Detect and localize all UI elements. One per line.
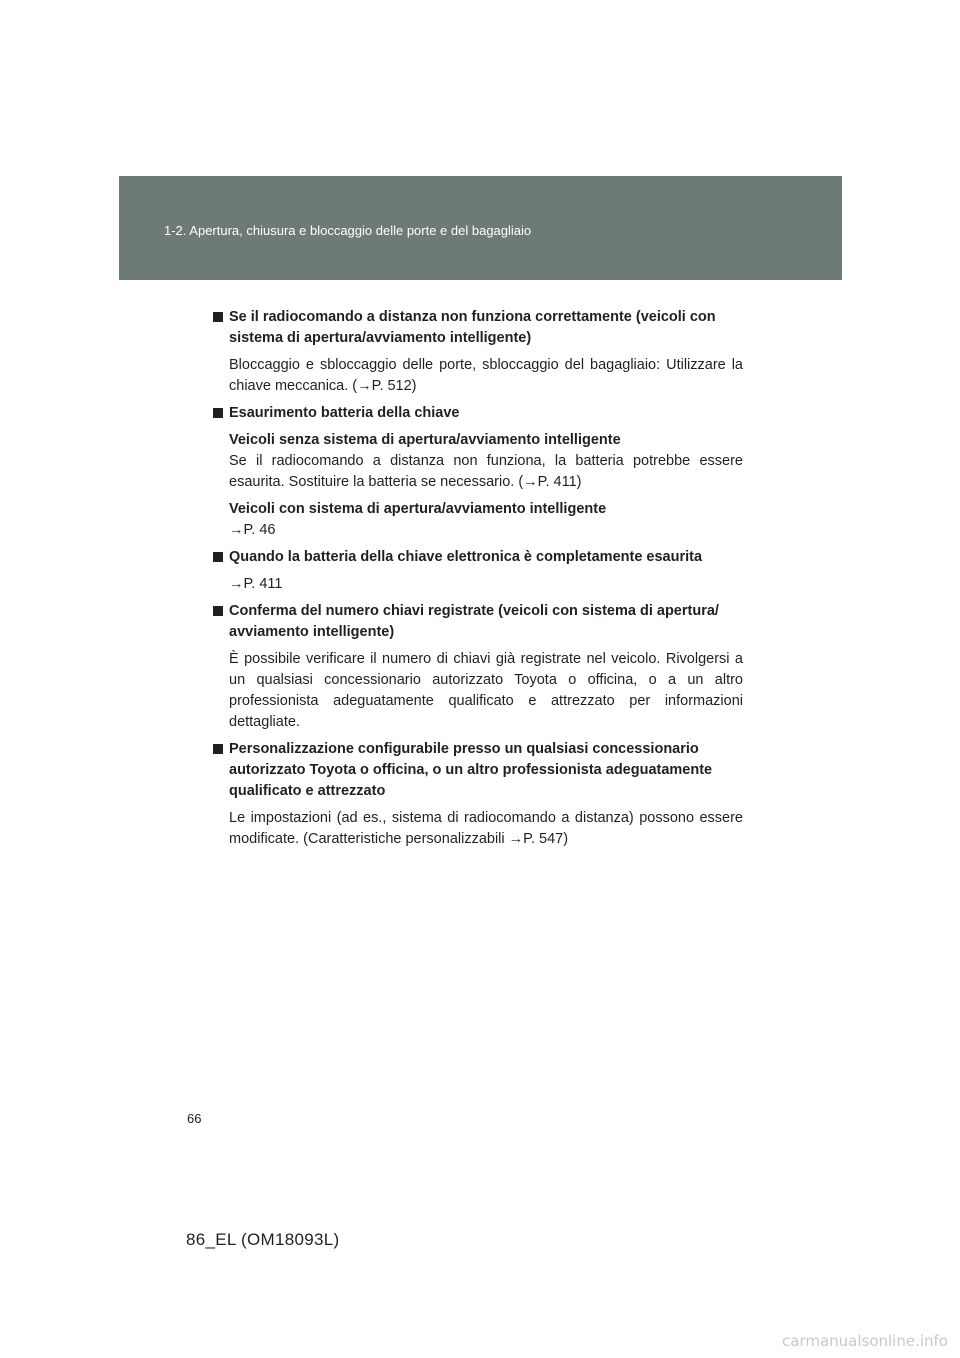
section-title: Conferma del numero chiavi registrate (veicoli con sistema di apertura/ avviamento intelligente) — [213, 601, 743, 643]
square-bullet-icon — [213, 312, 223, 322]
section-title: Quando la batteria della chiave elettronica è completamente esaurita — [213, 547, 743, 568]
page-content — [213, 307, 743, 856]
section-title: Personalizzazione configurabile presso un qualsiasi concessionario autorizzato Toyota o officina, o un altro professionista adeguatamente qualificato e attrezzato — [213, 739, 743, 802]
section-body: È possibile verificare il numero di chiavi già registrate nel veicolo. Rivolgersi a un qualsiasi concessionario autorizzato Toyota o officina, o a un altro professionista adeguatamente qualificato e attrezzato per informazioni dettagliate. — [229, 651, 743, 730]
page-number: 66 — [187, 1111, 202, 1126]
square-bullet-icon — [213, 408, 223, 418]
section-body: →P. 411 — [229, 576, 283, 592]
section-body: Veicoli senza sistema di apertura/avviamento intelligente Se il radiocomando a distanza non funziona, la batteria potrebbe essere esaurita. Sostituire la batteria se necessario. (→P. 411) — [229, 432, 743, 490]
chapter-header-bar — [119, 176, 842, 280]
section-remote-malfunction — [213, 307, 743, 397]
square-bullet-icon — [213, 606, 223, 616]
subheading: Veicoli senza sistema di apertura/avviamento intelligente — [229, 432, 621, 448]
chapter-title: 1-2. Apertura, chiusura e bloccaggio delle porte e del bagagliaio — [164, 223, 532, 238]
section-title: Se il radiocomando a distanza non funziona correttamente (veicoli con sistema di apertura/avviamento intelligente) — [213, 307, 743, 349]
section-key-battery-depletion — [213, 403, 743, 541]
watermark-text[interactable]: carmanualsonline.info — [782, 1332, 948, 1350]
square-bullet-icon — [213, 552, 223, 562]
section-title: Esaurimento batteria della chiave — [213, 403, 743, 424]
section-electronic-key-battery — [213, 547, 743, 595]
section-body: Le impostazioni (ad es., sistema di radiocomando a distanza) possono essere modificate. (Caratteristiche personalizzabili →P. 547) — [229, 810, 743, 847]
section-body: Bloccaggio e sbloccaggio delle porte, sbloccaggio del bagagliaio: Utilizzare la chiave meccanica. (→P. 512) — [229, 357, 743, 394]
document-code: 86_EL (OM18093L) — [186, 1230, 340, 1249]
subheading: Veicoli con sistema di apertura/avviamento intelligente — [229, 501, 607, 517]
section-customization — [213, 739, 743, 850]
section-registered-keys — [213, 601, 743, 733]
square-bullet-icon — [213, 744, 223, 754]
section-body: Veicoli con sistema di apertura/avviamento intelligente →P. 46 — [213, 499, 743, 541]
